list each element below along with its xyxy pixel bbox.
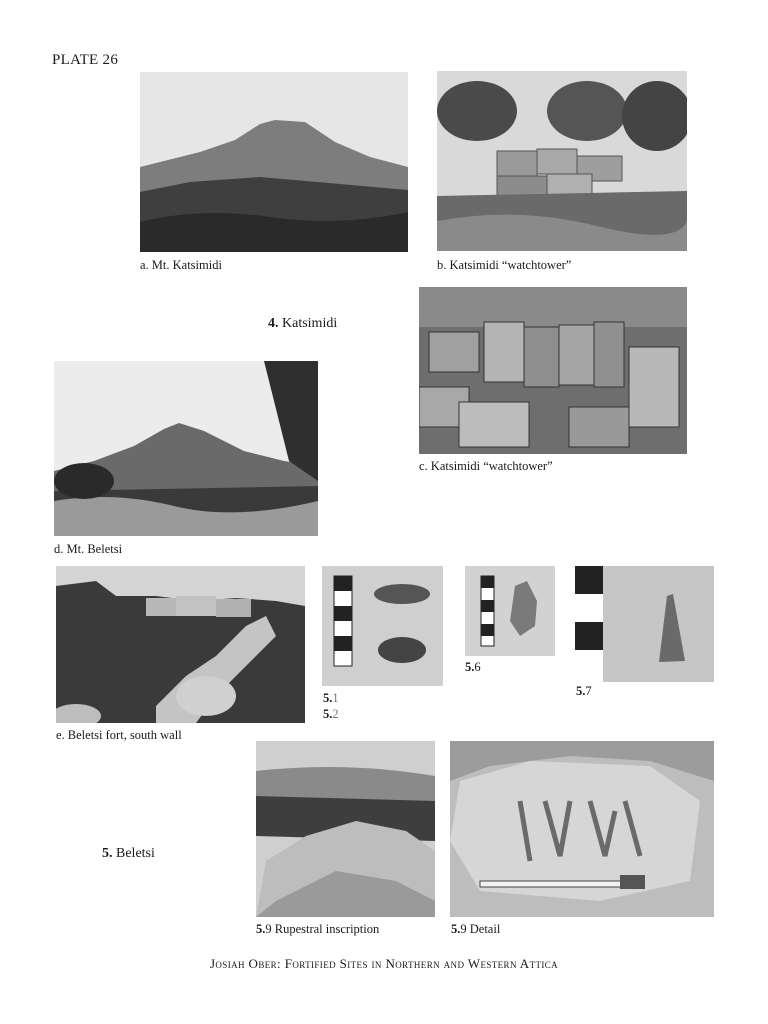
section-5-name: Beletsi <box>116 846 155 861</box>
inscription-num: 5. <box>256 922 266 936</box>
find-5-2-suffix: 2 <box>332 707 339 721</box>
caption-finds-5-1-5-2 <box>323 690 339 722</box>
find-5-7-num: 5. <box>576 684 586 698</box>
detail-suffix: 9 Detail <box>460 922 501 936</box>
photo-mt-beletsi <box>54 361 318 536</box>
detail-num: 5. <box>451 922 461 936</box>
find-5-6-num: 5. <box>465 660 475 674</box>
caption-b: b. Katsimidi “watchtower” <box>437 258 572 272</box>
find-5-7-suffix: 7 <box>585 684 592 698</box>
photo-beletsi-fort-south-wall <box>56 566 305 723</box>
caption-d: d. Mt. Beletsi <box>54 542 123 556</box>
photo-find-5-6 <box>465 566 555 656</box>
caption-e: e. Beletsi fort, south wall <box>56 728 182 742</box>
plate-number: PLATE 26 <box>52 52 119 68</box>
caption-a: a. Mt. Katsimidi <box>140 258 222 272</box>
photo-mt-katsimidi <box>140 72 408 252</box>
find-5-1-suffix: 1 <box>332 691 339 705</box>
find-5-2-num: 5. <box>323 707 333 721</box>
section-4-number: 4. <box>268 316 279 331</box>
caption-c: c. Katsimidi “watchtower” <box>419 459 553 473</box>
photo-katsimidi-watchtower-b <box>437 71 687 251</box>
photo-rupestral-inscription <box>256 741 435 917</box>
section-4-label <box>268 316 337 332</box>
caption-find-5-6 <box>465 660 481 675</box>
page-footer: Josiah Ober: Fortified Sites in Northern and Western Attica <box>209 956 559 971</box>
caption-find-5-7 <box>576 684 592 699</box>
photo-find-5-7 <box>575 566 714 682</box>
photo-katsimidi-watchtower-c <box>419 287 687 454</box>
caption-detail <box>451 922 500 937</box>
caption-inscription <box>256 922 379 937</box>
photo-inscription-detail <box>450 741 714 917</box>
section-5-number: 5. <box>102 846 113 861</box>
photo-finds-5-1-5-2 <box>322 566 443 686</box>
inscription-suffix: 9 Rupestral inscription <box>265 922 380 936</box>
section-4-name: Katsimidi <box>282 316 338 331</box>
find-5-6-suffix: 6 <box>474 660 481 674</box>
section-5-label <box>102 846 155 862</box>
find-5-1-num: 5. <box>323 691 333 705</box>
